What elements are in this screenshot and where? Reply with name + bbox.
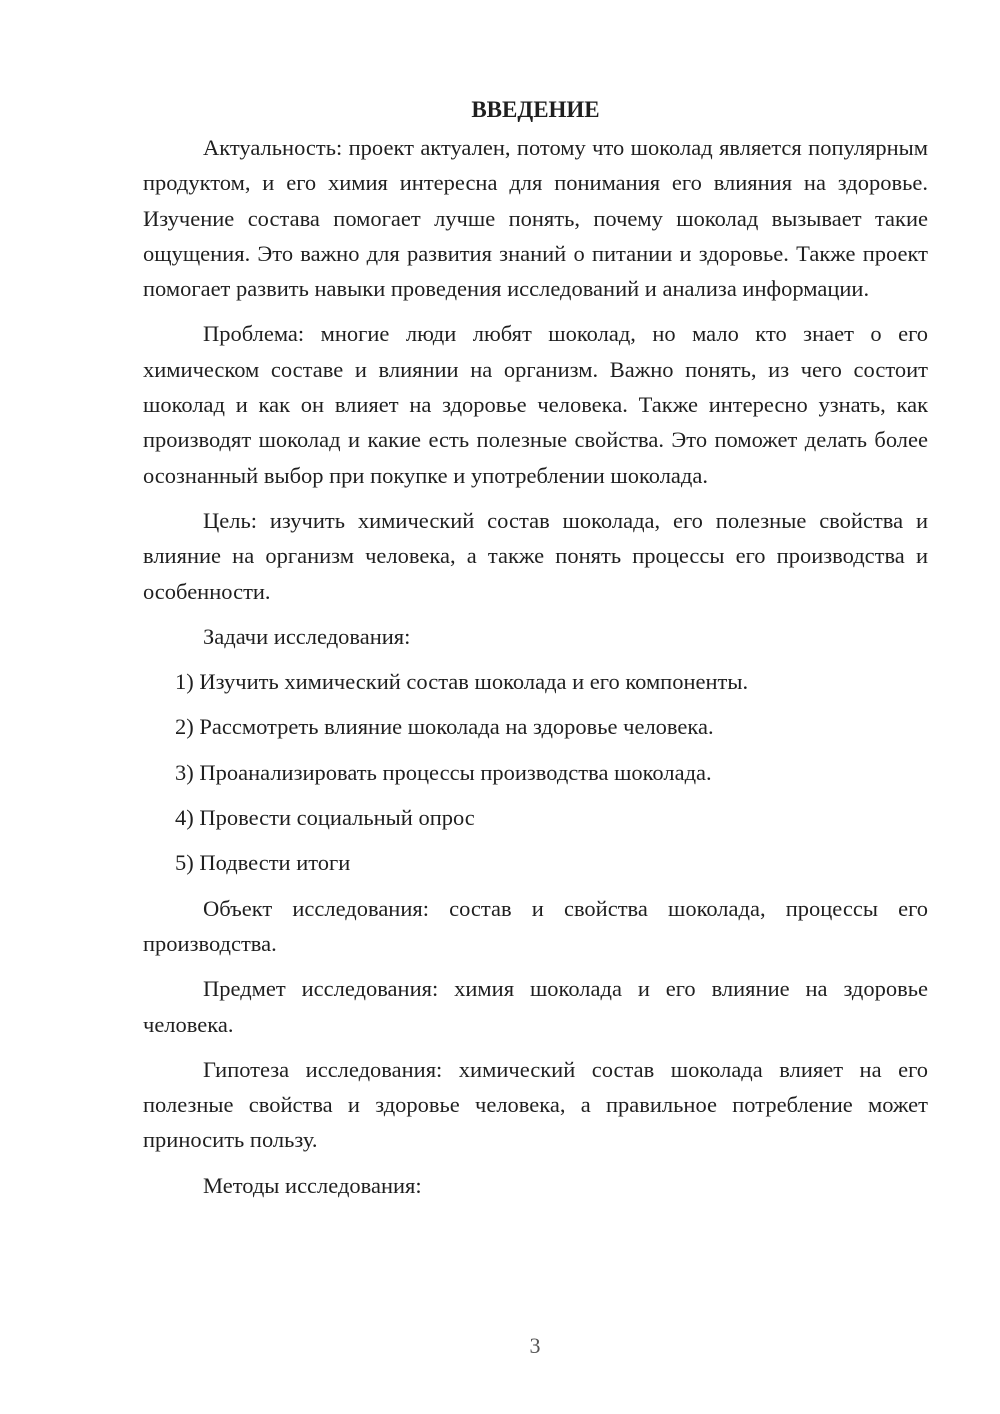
paragraph-hypothesis: Гипотеза исследования: химический состав шоколада влияет на его полезные свойства и здоровье человека, а правильное потребление может приносить пользу. [143, 1056, 928, 1153]
paragraph-object: Объект исследования: состав и свойства шоколада, процессы его производства. [143, 895, 928, 956]
list-item: 2) Рассмотреть влияние шоколада на здоровье человека. [175, 714, 714, 740]
tasks-list [143, 664, 928, 880]
paragraph-subject: Предмет исследования: химия шоколада и его влияние на здоровье человека. [143, 976, 928, 1037]
list-item: 1) Изучить химический состав шоколада и его компоненты. [175, 669, 749, 695]
page-number: 3 [529, 1333, 541, 1358]
list-item: 3) Проанализировать процессы производства шоколада. [175, 759, 712, 785]
list-item: 5) Подвести итоги [175, 850, 351, 876]
list-item: 4) Провести социальный опрос [175, 805, 475, 831]
paragraph-goal: Цель: изучить химический состав шоколада, его полезные свойства и влияние на организм человека, а также понять процессы его производства и особенности. [143, 507, 928, 604]
tasks-title: Задачи исследования: [203, 623, 411, 649]
document-page [143, 92, 928, 1213]
paragraph-relevance: Актуальность: проект актуален, потому что шоколад является популярным продуктом, и его химия интересна для понимания его влияния на здоровье. Изучение состава помогает лучше понять, почему шоколад вызывает такие ощущения. Это важно для развития знаний о питании и здоровье. Также проект помогает развить навыки проведения исследований и анализа информации. [143, 135, 928, 302]
paragraph-problem: Проблема: многие люди любят шоколад, но мало кто знает о его химическом составе и влиянии на организм. Важно понять, из чего состоит шоколад и как он влияет на здоровье человека. Также интересно узнать, как производят шоколад и какие есть полезные свойства. Это поможет делать более осознанный выбор при покупке и употреблении шоколада. [143, 321, 928, 488]
methods-title: Методы исследования: [203, 1172, 422, 1198]
document-heading: ВВЕДЕНИЕ [471, 97, 600, 122]
